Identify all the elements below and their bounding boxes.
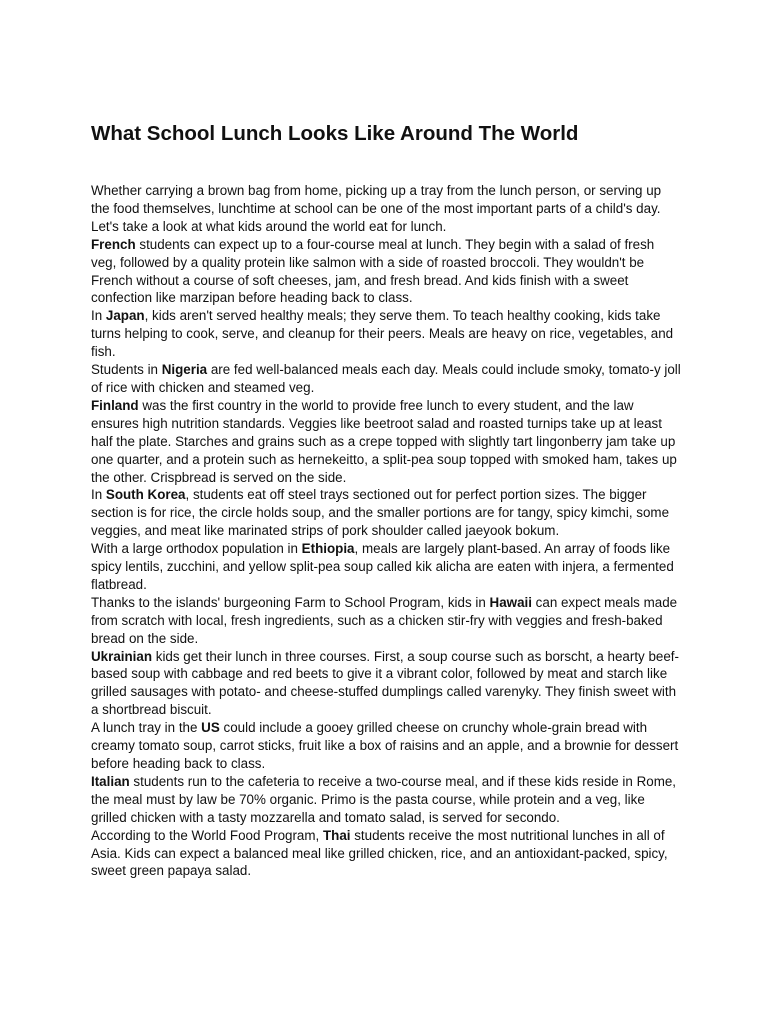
paragraph-text-before: Thanks to the islands' burgeoning Farm to School Program, kids in [91,594,490,610]
paragraph-text-before: Whether carrying a brown bag from home, picking up a tray from the lunch person, or serving up the food themselves, lunchtime at school can be one of the most important parts of a child's day. Let's take a look at what kids around the world eat for lunch. [91,183,662,234]
paragraph-hawaii [91,594,681,648]
country-name: Ukrainian [91,648,153,664]
paragraph-text-after: was the first country in the world to provide free lunch to every student, and the law ensures high nutrition standards. Veggies like beetroot salad and roasted turnips take up at least half the plate. Starches and grains such as a crepe topped with slightly tart lingonberry jam take up one quarter, and a protein such as hernekeitto, a split-pea soup topped with smoked ham, takes up the other. Crispbread is served on the side. [91,397,677,485]
country-name: Thai [322,827,351,843]
paragraph-text-after: , meals are largely plant-based. An array of foods like spicy lentils, zucchini, and yellow split-pea soup called kik alicha are eaten with injera, a fermented flatbread. [91,541,674,592]
country-name: US [201,720,220,736]
paragraph-france [91,236,681,308]
country-name: Finland [91,397,139,413]
paragraph-nigeria [91,361,681,397]
paragraph-text-after: , students eat off steel trays sectioned out for perfect portion sizes. The bigger section is for rice, the circle holds soup, and the smaller portions are for tangy, spicy kimchi, some veggies, and meat like marinated strips of pork shoulder called jaeyook bokum. [91,487,670,539]
paragraph-text-before: According to the World Food Program, [91,827,323,843]
paragraph-text-after: students receive the most nutritional lunches in all of Asia. Kids can expect a balanced meal like grilled chicken, rice, and an antioxidant-packed, spicy, sweet green papaya salad. [91,827,668,879]
paragraph-text-after: , kids aren't served healthy meals; they serve them. To teach healthy cooking, kids take turns helping to cook, serve, and cleanup for their peers. Meals are heavy on rice, vegetables, and fish. [91,308,674,360]
country-name: Ethiopia [301,541,355,557]
paragraph-text-after: students run to the cafeteria to receive a two-course meal, and if these kids reside in Rome, the meal must by law be 70% organic. Primo is the pasta course, while protein and a veg, like grilled chicken with a tasty mozzarella and tomato salad, is served for secondo. [91,773,677,825]
paragraph-text-before: In [91,487,106,503]
paragraph-ukraine [91,648,681,720]
paragraph-japan [91,307,681,361]
document-body [91,182,681,880]
paragraph-south-korea [91,486,681,540]
paragraph-ethiopia [91,540,681,594]
paragraph-text-before: In [91,308,106,324]
paragraph-thailand [91,827,681,881]
document-page [91,118,681,880]
paragraph-intro [91,182,681,236]
country-name: Nigeria [161,362,208,378]
country-name: French [91,236,136,252]
paragraph-text-before: Students in [91,362,162,378]
paragraph-text-after: are fed well-balanced meals each day. Meals could include smoky, tomato-y joll of rice with chicken and steamed veg. [91,362,681,395]
country-name: Italian [91,773,130,789]
country-name: South Korea [105,487,186,503]
paragraph-text-after: can expect meals made from scratch with local, fresh ingredients, such as a chicken stir-fry with veggies and fresh-baked bread on the side. [91,594,678,646]
paragraph-text-after: students can expect up to a four-course meal at lunch. They begin with a salad of fresh veg, followed by a quality protein like salmon with a side of roasted broccoli. They wouldn't be French without a course of soft cheeses, jam, and fresh bread. And kids finish with a sweet confection like marzipan before heading back to class. [91,236,655,306]
country-name: Hawaii [489,594,532,610]
paragraph-text-after: kids get their lunch in three courses. First, a soup course such as borscht, a hearty beef-based soup with cabbage and red beets to give it a vibrant color, followed by meat and starch like grilled sausages with potato- and cheese-stuffed dumplings called varenyky. They finish sweet with a shortbread biscuit. [91,648,679,718]
paragraph-us [91,719,681,773]
paragraph-text-after: could include a gooey grilled cheese on crunchy whole-grain bread with creamy tomato soup, carrot sticks, fruit like a box of raisins and an apple, and a brownie for dessert before heading back to class. [91,720,679,771]
country-name: Japan [105,308,145,324]
paragraph-finland [91,397,681,487]
paragraph-text-before: With a large orthodox population in [91,541,302,557]
document-title: What School Lunch Looks Like Around The World [91,122,579,145]
paragraph-italy [91,773,681,827]
paragraph-text-before: A lunch tray in the [91,720,202,736]
